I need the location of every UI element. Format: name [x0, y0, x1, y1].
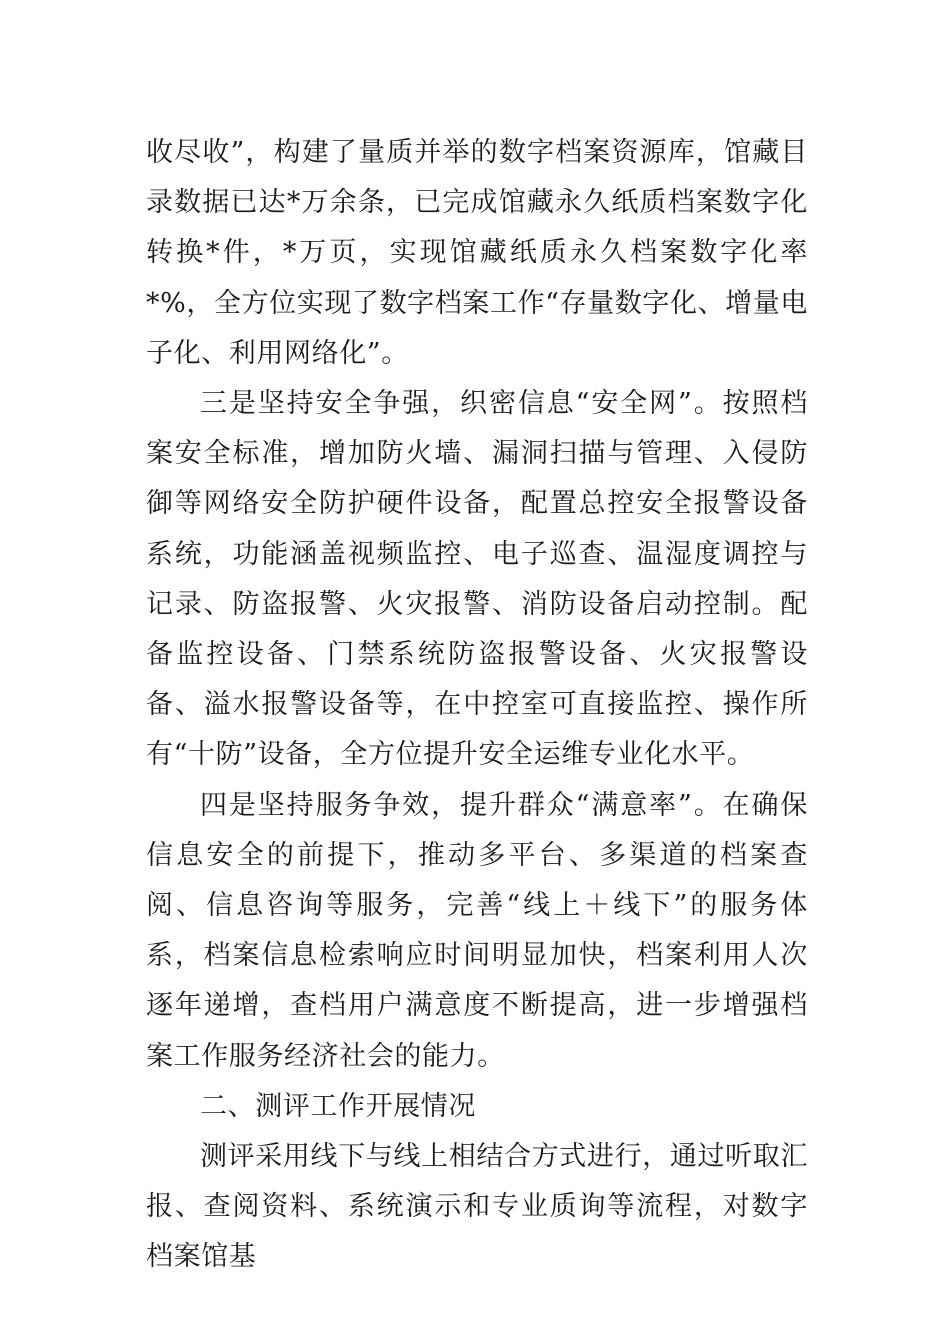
document-body [146, 128, 808, 1283]
section-heading: 二、测评工作开展情况 [200, 1090, 476, 1122]
paragraph-digitization-continuation: 收尽收”，构建了量质并举的数字档案资源库，馆藏目录数据已达*万余条，已完成馆藏永久纸质档案数字化转换*件，*万页，实现馆藏纸质永久档案数字化率*%，全方位实现了数字档案工作“存量数字化、增量电子化、利用网络化”。 [146, 137, 808, 369]
paragraph-service: 四是坚持服务争效，提升群众“满意率”。在确保信息安全的前提下，推动多平台、多渠道的档案查阅、信息咨询等服务，完善“线上＋线下”的服务体系，档案信息检索响应时间明显加快，档案利用人次逐年递增，查档用户满意度不断提高，进一步增强档案工作服务经济社会的能力。 [146, 789, 808, 1072]
paragraph-security: 三是坚持安全争强，织密信息“安全网”。按照档案安全标准，增加防火墙、漏洞扫描与管理、入侵防御等网络安全防护硬件设备，配置总控安全报警设备系统，功能涵盖视频监控、电子巡查、温湿度调控与记录、防盗报警、火灾报警、消防设备启动控制。配备监控设备、门禁系统防盗报警设备、火灾报警设备、溢水报警设备等，在中控室可直接监控、操作所有“十防”设备，全方位提升安全运维专业化水平。 [146, 388, 808, 771]
paragraph-evaluation: 测评采用线下与线上相结合方式进行，通过听取汇报、查阅资料、系统演示和专业质询等流程，对数字档案馆基 [146, 1141, 808, 1273]
